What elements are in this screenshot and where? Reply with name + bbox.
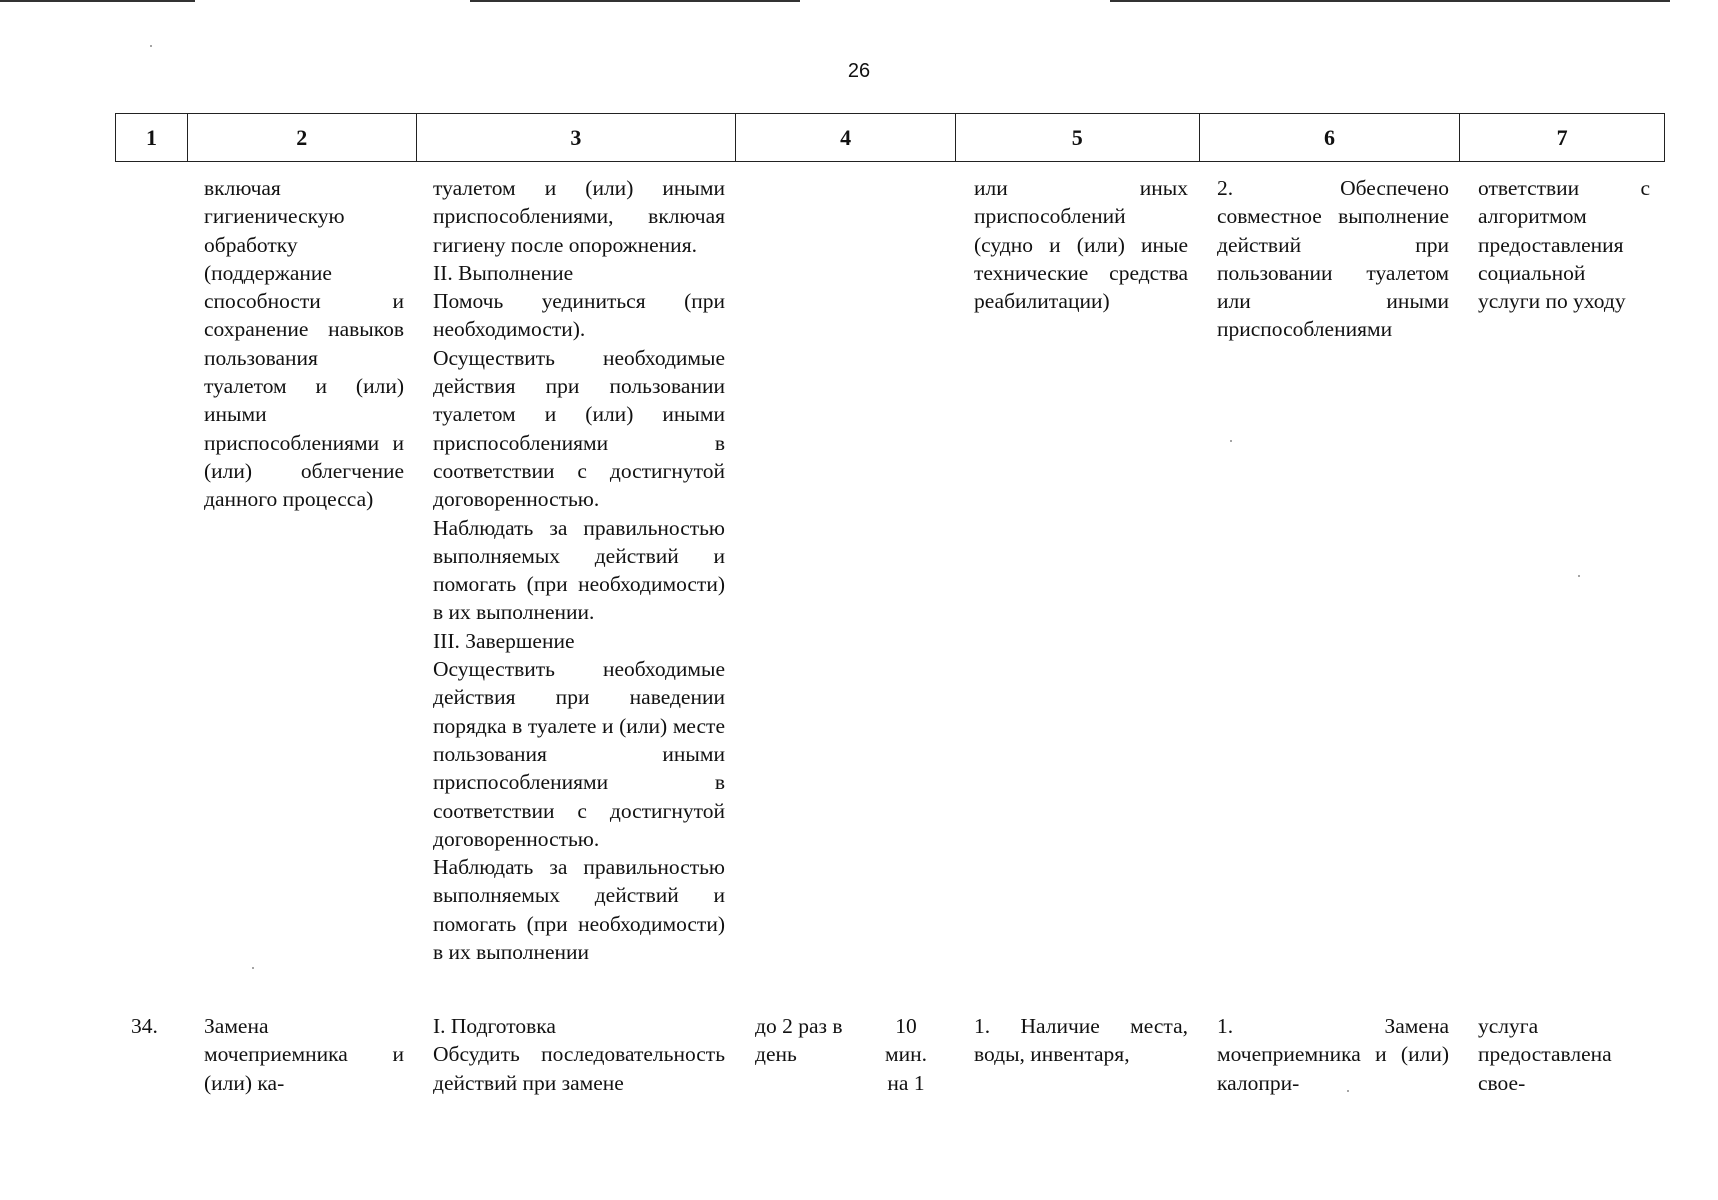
continuation-col7-text: ответствии с алгоритмом предоставления социальной услуги по уходу (1478, 176, 1650, 314)
col3-paragraph: туалетом и (или) иными приспособлениями, включая гигиену после опорожнения. (433, 176, 725, 257)
column-header-1: 1 (116, 114, 188, 161)
col3-paragraph: Осуществить необходимые действия при наведении порядка в туалете и (или) месте пользования иными приспособлениями в соответствии с достигнутой договоренностью. (433, 657, 725, 851)
row-34-col6-text: 1. Замена мочеприемника и (или) калопри- (1217, 1014, 1449, 1095)
row-34-duration: 10 мин. на 1 (885, 1014, 927, 1095)
col3-paragraph: Помочь уединиться (при необходимости). (433, 289, 725, 342)
section-heading-completion: III. Завершение (433, 628, 575, 653)
scan-edge-top (0, 0, 195, 2)
continuation-col2-text: включая гигиеническую обработку (поддержание способности и сохранение навыков пользования туалетом и (или) иными приспособлениями и (или) облегчение данного процесса) (204, 176, 404, 512)
row-34-col5-text: 1. Наличие места, воды, инвентаря, (974, 1014, 1188, 1067)
page-number: 26 (847, 60, 871, 82)
continuation-col6-text: 2. Обеспечено совместное выполнение действий при пользовании туалетом или иными приспособлениями (1217, 176, 1449, 342)
row-34-col2-text: Замена мочеприемника и (или) ка- (204, 1014, 404, 1095)
column-header-3: 3 (417, 114, 737, 161)
col3-paragraph: Обсудить последовательность действий при замене (433, 1042, 725, 1095)
column-header-2: 2 (188, 114, 417, 161)
column-header-7: 7 (1556, 124, 1568, 150)
column-header-5: 5 (956, 114, 1200, 161)
row-number: 34. (131, 1014, 158, 1038)
scan-edge-top (470, 0, 800, 2)
section-heading-execution: II. Выполнение (433, 260, 574, 285)
row-34-col7-text: услуга предоставлена свое- (1478, 1014, 1612, 1095)
col3-paragraph: Осуществить необходимые действия при пользовании туалетом и (или) иными приспособлениями в соответствии с достигнутой договоренностью. (433, 345, 725, 512)
continuation-col5-text: или иных приспособлений (судно и (или) иные технические средства реабилитации) (974, 176, 1188, 314)
scan-edge-top (1110, 0, 1670, 2)
row-34-col3-text (433, 1012, 725, 1097)
continuation-col3-text (433, 174, 725, 966)
col3-paragraph: Наблюдать за правильностью выполняемых действий и помогать (при необходимости) в их выполнении. (433, 515, 725, 625)
column-header-6: 6 (1200, 114, 1461, 161)
scan-speck (1578, 575, 1580, 577)
scan-speck (1347, 1090, 1349, 1092)
scan-speck (150, 45, 152, 47)
column-header-4: 4 (736, 114, 956, 161)
table-header-row (115, 113, 1665, 162)
section-heading-preparation: I. Подготовка (433, 1014, 556, 1038)
scan-speck (252, 967, 254, 969)
row-34-frequency: до 2 раз в день (755, 1014, 843, 1067)
scan-speck (1230, 440, 1232, 442)
col3-paragraph: Наблюдать за правильностью выполняемых действий и помогать (при необходимости) в их выполнении (433, 855, 725, 965)
